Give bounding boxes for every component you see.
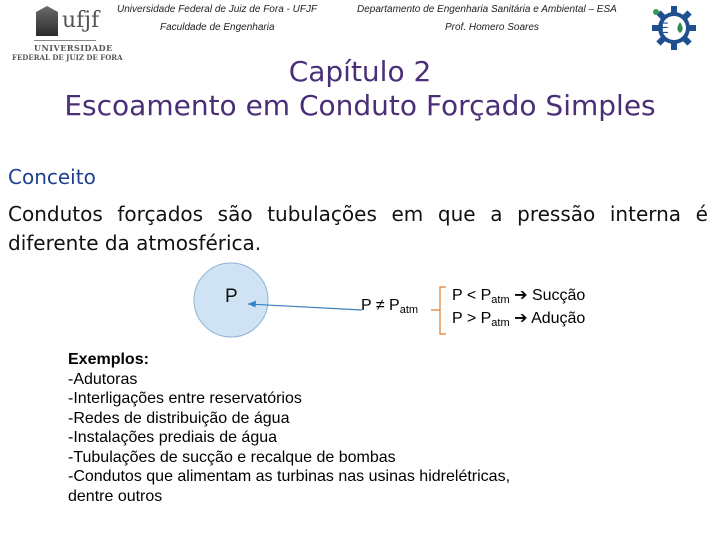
esa-gear-logo-icon — [650, 4, 698, 52]
case-suction — [452, 285, 585, 306]
ufjf-logo — [10, 4, 122, 62]
neq-prefix: P ≠ P — [361, 297, 400, 314]
example-item: dentre outros — [68, 487, 163, 505]
example-item: -Instalações prediais de água — [68, 429, 278, 446]
logo-divider — [34, 40, 96, 41]
logo-line-1: UNIVERSIDADE — [34, 43, 113, 53]
example-item: -Tubulações de sucção e recalque de bombas — [68, 448, 396, 466]
case-adduction-sub: atm — [491, 317, 510, 329]
examples-heading: Exemplos: — [68, 351, 149, 368]
case-adduction — [452, 308, 585, 329]
section-heading: Conceito — [8, 165, 96, 189]
header-faculty: Faculdade de Engenharia — [160, 22, 275, 33]
example-item: -Adutoras — [68, 370, 138, 388]
chapter-title-line-1: Capítulo 2 — [288, 55, 432, 88]
examples-block — [68, 350, 510, 506]
example-item: -Condutos que alimentam as turbinas nas usinas hidrelétricas, — [68, 468, 511, 485]
cases-bracket — [431, 287, 446, 334]
neq-subscript: atm — [399, 304, 419, 316]
neq-relation — [361, 297, 418, 316]
concept-paragraph: Condutos forçados são tubulações em que a pressão interna é diferente da atmosférica. — [8, 202, 708, 255]
arrow-right-icon: ➔ — [514, 310, 528, 327]
chapter-title — [0, 55, 720, 123]
esa-logo-letter: E — [660, 21, 669, 37]
circle-label: P — [225, 286, 238, 307]
arrow-right-icon: ➔ — [514, 287, 528, 304]
case-suction-result: Sucção — [531, 287, 586, 304]
example-item: -Interligações entre reservatórios — [68, 390, 302, 407]
header-university: Universidade Federal de Juiz de Fora - UFJF — [117, 4, 318, 15]
pressure-diagram — [0, 262, 720, 352]
example-item: -Redes de distribuição de água — [68, 409, 290, 427]
chapter-title-line-2: Escoamento em Conduto Forçado Simples — [64, 89, 656, 122]
case-adduction-result: Adução — [531, 310, 586, 327]
logo-line-2: FEDERAL DE JUIZ DE FORA — [12, 53, 123, 62]
case-adduction-left: P > P — [452, 310, 492, 327]
ufjf-logo-mark: ufjf — [62, 8, 100, 33]
case-suction-sub: atm — [491, 294, 510, 306]
header-professor: Prof. Homero Soares — [445, 22, 539, 33]
ufjf-emblem-icon — [36, 6, 58, 36]
case-suction-left: P < P — [452, 287, 492, 304]
header-department: Departamento de Engenharia Sanitária e Ambiental – ESA — [357, 4, 617, 15]
